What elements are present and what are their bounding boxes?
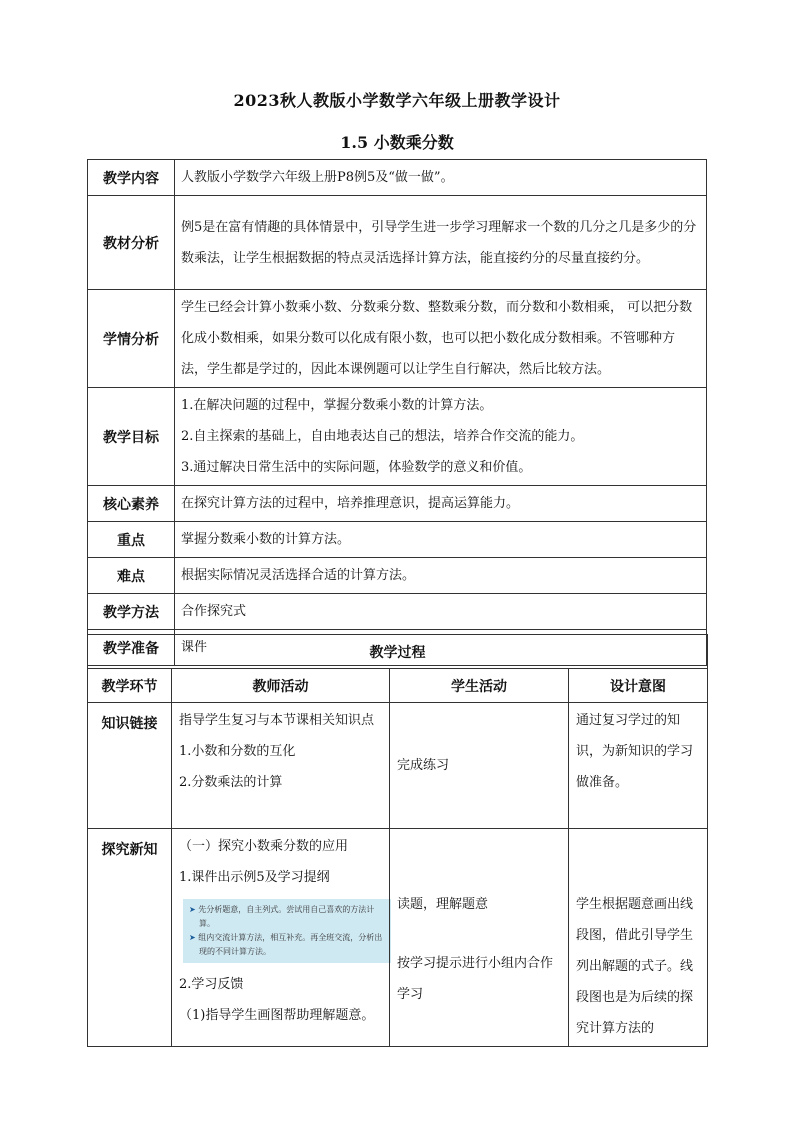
- objective-line: 3.通过解决日常生活中的实际问题，体验数学的意义和价值。: [181, 460, 532, 475]
- teacher-line: 指导学生复习与本节课相关知识点: [179, 713, 375, 728]
- design-intent: [569, 829, 708, 1047]
- info-label: 教学内容: [88, 160, 175, 196]
- info-label: 教学目标: [88, 388, 175, 486]
- info-label: 难点: [88, 558, 175, 594]
- info-content: 合作探究式: [175, 594, 707, 630]
- lesson-title: 1.5 小数乘分数: [340, 133, 454, 152]
- teacher-line: 1.课件出示例5及学习提纲: [179, 870, 330, 885]
- design-intent: [569, 703, 708, 829]
- info-label: 教学方法: [88, 594, 175, 630]
- objective-line: 2.自主探索的基础上，自由地表达自己的想法，培养合作交流的能力。: [181, 429, 584, 444]
- info-content: 掌握分数乘小数的计算方法。: [175, 522, 707, 558]
- stage-label: 探究新知: [88, 829, 172, 1047]
- teacher-line: 1.小数和分数的互化: [179, 744, 296, 759]
- teacher-line: 2.分数乘法的计算: [179, 775, 283, 790]
- student-activity: [390, 829, 569, 1047]
- document-title: 2023秋人教版小学数学六年级上册教学设计: [233, 91, 561, 110]
- info-label: 教学准备: [88, 630, 175, 666]
- info-label: 学情分析: [88, 290, 175, 388]
- info-content: 课件: [175, 630, 707, 666]
- objective-line: 1.在解决问题的过程中，掌握分数乘小数的计算方法。: [181, 398, 493, 413]
- info-content: 在探究计算方法的过程中，培养推理意识，提高运算能力。: [175, 486, 707, 522]
- student-line: 完成练习: [397, 758, 450, 773]
- info-content: 人教版小学数学六年级上册P8例5及“做一做”。: [175, 160, 707, 196]
- info-label: 教材分析: [88, 196, 175, 290]
- teacher-line: （一）探究小数乘分数的应用: [179, 839, 349, 854]
- tip-line: 先分析题意，自主列式。尝试用自己喜欢的方法计算。: [198, 905, 375, 928]
- teacher-line: 2.学习反馈: [179, 977, 244, 992]
- lesson-info-table: [87, 159, 707, 666]
- student-line: 读题，理解题意: [397, 897, 489, 912]
- study-tips-image: [183, 899, 391, 963]
- column-header: 设计意图: [569, 669, 708, 703]
- info-content: 根据实际情况灵活选择合适的计算方法。: [175, 558, 707, 594]
- column-header: 教学环节: [88, 669, 172, 703]
- column-header: 教师活动: [172, 669, 390, 703]
- intent-line: 学生根据题意画出线段图，借此引导学生列出解题的式子。线段图也是为后续的探究计算方法的: [576, 897, 694, 1036]
- stage-label: 知识链接: [88, 703, 172, 829]
- tip-line: 组内交流计算方法，相互补充。再全班交流，分析出现的不同计算方法。: [198, 933, 383, 956]
- student-activity: [390, 703, 569, 829]
- teaching-process-table: [87, 634, 708, 1047]
- process-heading: 教学过程: [88, 635, 708, 669]
- info-content: 学生已经会计算小数乘小数、分数乘分数、整数乘分数，而分数和小数相乘， 可以把分数化成小数相乘，如果分数可以化成有限小数，也可以把小数化成分数相乘。不管哪种方法，学生都是学过的，因此本课例题可以让学生自行解决，然后比较方法。: [175, 290, 707, 388]
- arrow-bullet-icon: ➤: [189, 905, 199, 914]
- student-line: 按学习提示进行小组内合作学习: [397, 956, 554, 1002]
- info-content: 例5是在富有情趣的具体情景中，引导学生进一步学习理解求一个数的几分之几是多少的分数乘法，让学生根据数据的特点灵活选择计算方法，能直接约分的尽量直接约分。: [175, 196, 707, 290]
- teacher-line: （1)指导学生画图帮助理解题意。: [179, 1008, 375, 1023]
- arrow-bullet-icon: ➤: [189, 933, 199, 942]
- column-header: 学生活动: [390, 669, 569, 703]
- teacher-activity: [172, 829, 390, 1047]
- info-content: [175, 388, 707, 486]
- teacher-activity: [172, 703, 390, 829]
- info-label: 重点: [88, 522, 175, 558]
- intent-line: 通过复习学过的知识，为新知识的学习做准备。: [576, 713, 694, 790]
- info-label: 核心素养: [88, 486, 175, 522]
